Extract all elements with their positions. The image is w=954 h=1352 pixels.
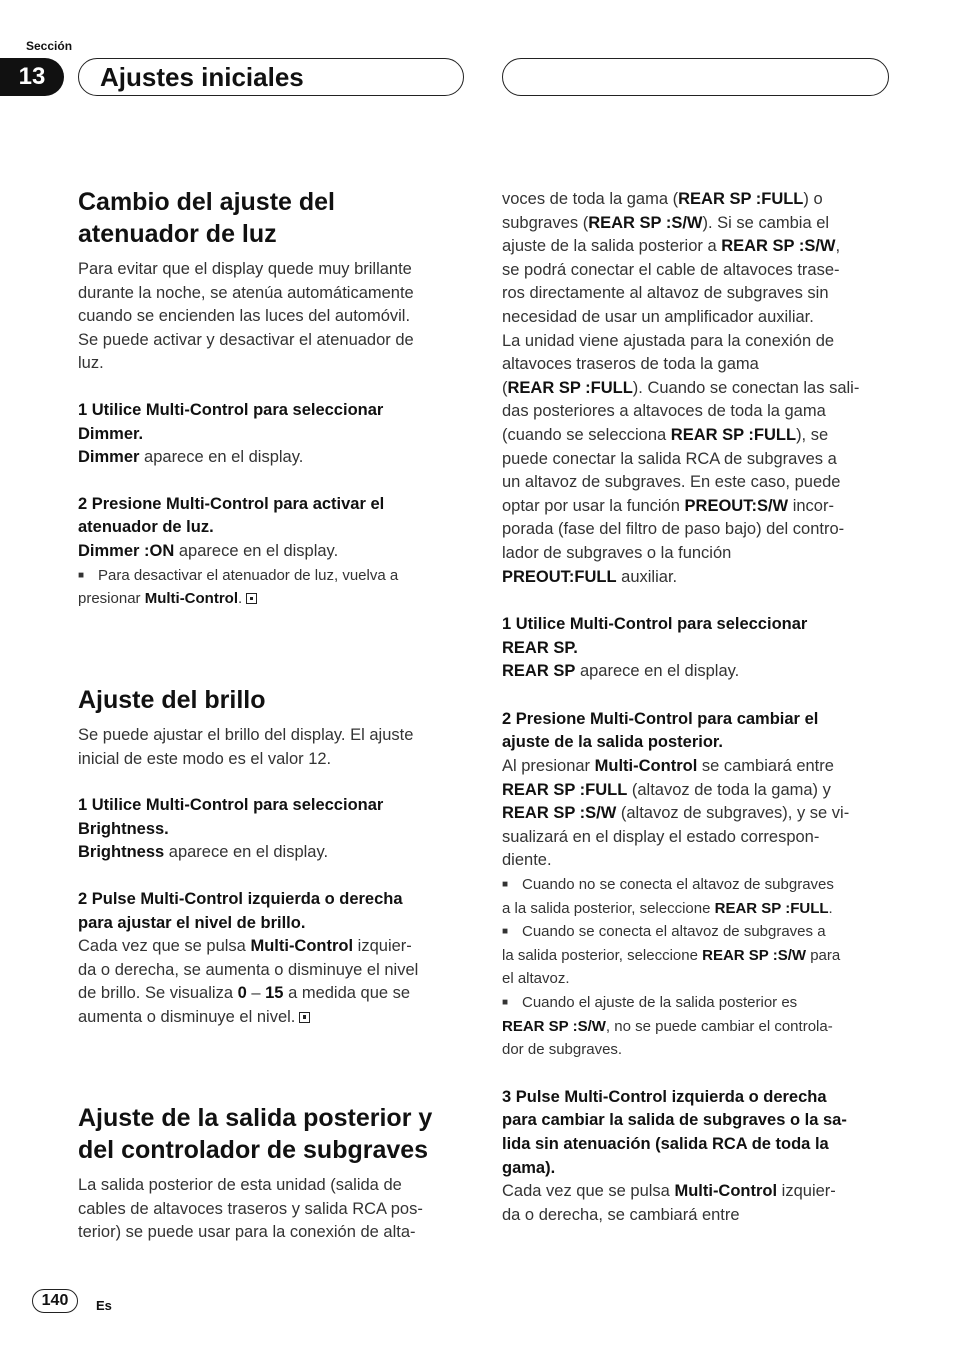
dimmer-step-1: 1 Utilice Multi-Control para seleccionar Dimmer. [78,400,384,443]
brightness-heading: Ajuste del brillo [78,686,266,714]
brightness-step-2: 2 Pulse Multi-Control izquierda o derecha para ajustar el nivel de brillo. [78,889,403,932]
rear-step-2-body: Al presionar Multi-Control se cambiará entre REAR SP :FULL (altavoz de toda la gama) y REAR SP :S/W (altavoz de subgraves), y se vi- sualizará en el display el estado correspon- diente. [502,757,850,870]
dimmer-section [78,186,470,611]
dimmer-step-2: 2 Presione Multi-Control para activar el atenuador de luz. [78,494,385,537]
rear-step-3: 3 Pulse Multi-Control izquierda o derecha para cambiar la salida de subgraves o la sa- lida sin atenuación (salida RCA de toda la gama). [502,1087,847,1177]
rear-output-continued [502,188,894,1227]
brightness-step-2-body: Cada vez que se pulsa Multi-Control izquier- da o derecha, se aumenta o disminuye el nivel de brillo. Se visualiza 0 – 15 a medida que se aumenta o disminuye el nivel. [78,937,419,1026]
dimmer-step-1-result: Dimmer aparece en el display. [78,448,304,467]
brightness-step-1: 1 Utilice Multi-Control para seleccionar Brightness. [78,796,384,838]
language-code: Es [96,1298,112,1313]
rear-step-3-body: Cada vez que se pulsa Multi-Control izquier- da o derecha, se cambiará entre [502,1182,836,1224]
dimmer-heading: Cambio del ajuste del atenuador de luz [78,188,336,248]
rear-output-body: voces de toda la gama (REAR SP :FULL) o subgraves (REAR SP :S/W). Si se cambia el ajuste de la salida posterior a REAR SP :S/W, se podrá conectar el cable de altavoces trase- ros directamente al altavoz de subgraves sin necesidad de usar un amplificador auxiliar. La unidad viene ajustada para la conexión de altavoces traseros de toda la gama (REAR SP :FULL). Cuando se conectan las sali- das posteriores a altavoces de toda la gama (cuando se selecciona REAR SP :FULL), se puede conectar la salida RCA de subgraves a un altavoz de subgraves. En este caso, puede optar por usar la función PREOUT:S/W incor- porada (fase del filtro de paso bajo) del contro- lador de subgraves o la función PREOUT:FULL auxiliar. [502,190,860,586]
rear-step-2-notes: ■ Cuando no se conecta el altavoz de subgraves a la salida posterior, seleccione REAR SP :FULL. ■ Cuando se conecta el altavoz de subgraves a la salida posterior, seleccione REAR SP :S/W para el altavoz. ■ Cuando el ajuste de la salida posterior es REAR SP :S/W, no se puede cambiar el controla- dor de subgraves. [502,873,894,1062]
section-number-badge: 13 [0,58,64,96]
dimmer-step-2-result: Dimmer :ON aparece en el display. [78,541,339,560]
brightness-section [78,684,470,1030]
rear-step-1-result: REAR SP aparece en el display. [502,662,740,681]
section-title: Ajustes iniciales [100,62,304,92]
bullet-icon: ■ [502,926,509,938]
rear-step-2: 2 Presione Multi-Control para cambiar el ajuste de la salida posterior. [502,709,819,752]
rear-output-section [78,1102,470,1245]
bullet-icon: ■ [502,879,509,891]
rear-step-1: 1 Utilice Multi-Control para seleccionar REAR SP. [502,615,808,657]
section-label: Sección [26,39,73,53]
end-of-section-icon [299,1012,310,1023]
bullet-icon: ■ [78,569,85,581]
brightness-intro: Se puede ajustar el brillo del display. El ajuste inicial de este modo es el valor 12. [78,726,414,768]
page-number: 140 [32,1289,78,1313]
dimmer-intro: Para evitar que el display quede muy brillante durante la noche, se atenúa automáticamente cuando se encienden las luces del automóvil. Se puede activar y desactivar el atenuador de luz. [78,260,414,373]
header-right-frame [502,58,889,96]
rear-output-heading: Ajuste de la salida posterior y del controlador de subgraves [78,1104,433,1164]
bullet-icon: ■ [502,997,509,1008]
rear-output-intro: La salida posterior de esta unidad (salida de cables de altavoces traseros y salida RCA pos- terior) se puede usar para la conexión de alta- [78,1176,423,1242]
end-of-section-icon [246,593,257,604]
brightness-step-1-result: Brightness aparece en el display. [78,843,329,862]
dimmer-note: ■ Para desactivar el atenuador de luz, vuelva a presionar Multi-Control. [78,564,470,611]
